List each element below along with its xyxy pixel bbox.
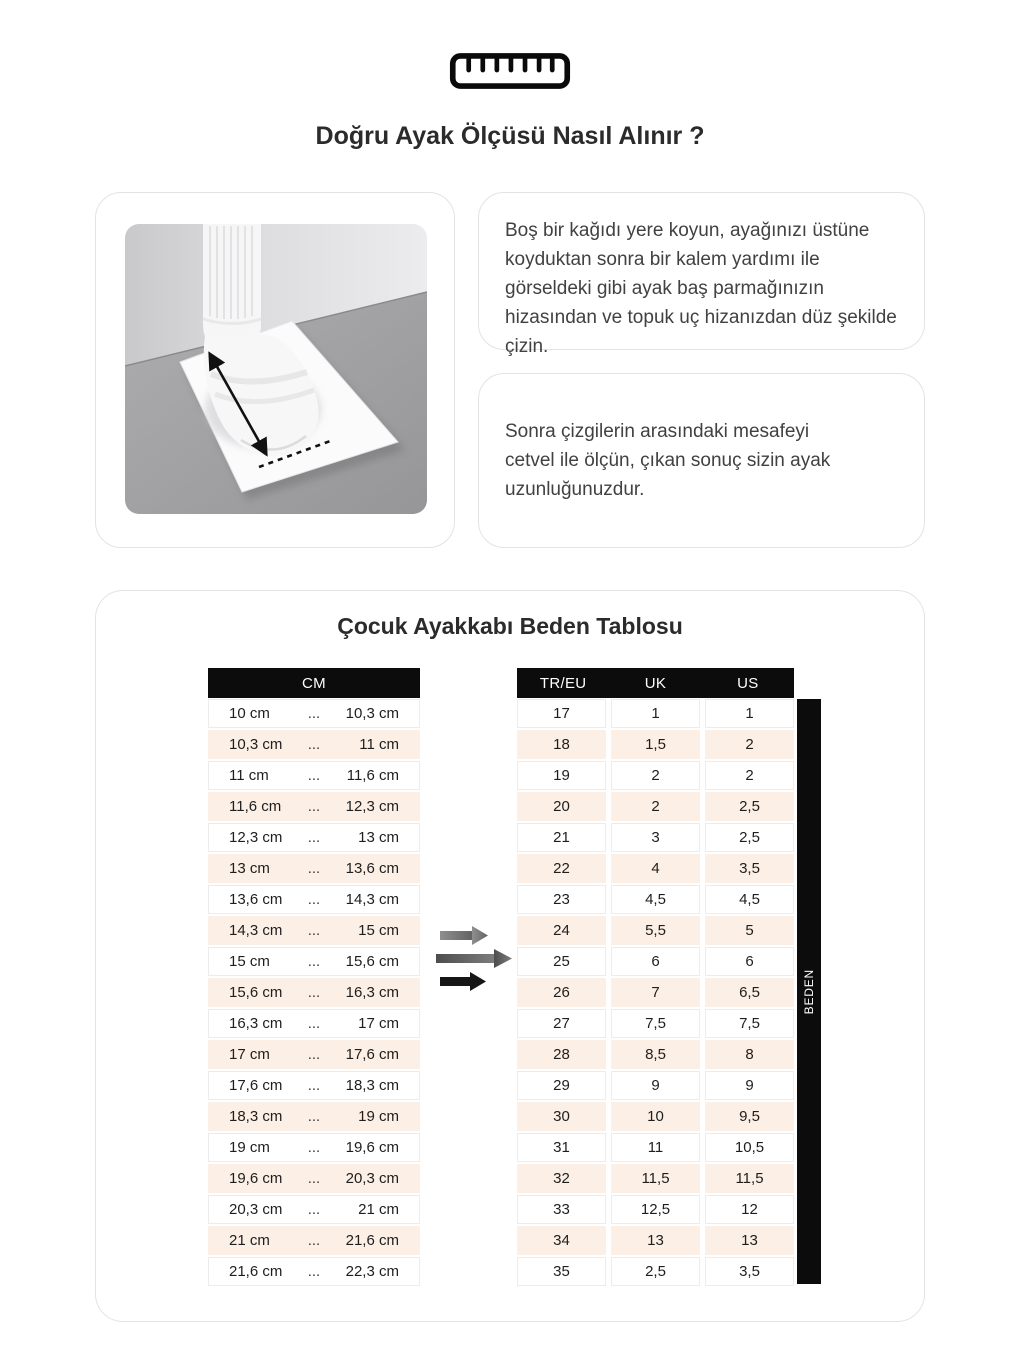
uk-value: 10: [611, 1102, 700, 1131]
instruction-step2-text: Sonra çizgilerin arasındaki mesafeyi cetvel ile ölçün, çıkan sonuç sizin ayak uzunluğunuzdur.: [505, 421, 831, 500]
range-dots: ...: [307, 984, 321, 1001]
cm-to-value: 10,3 cm: [345, 705, 399, 722]
range-dots: ...: [307, 1077, 321, 1094]
size-table-row: [517, 792, 794, 821]
cm-table-row: [208, 792, 420, 821]
cm-to-value: 13 cm: [358, 829, 399, 846]
size-table-row: [517, 1257, 794, 1286]
range-dots: ...: [307, 1201, 321, 1218]
cm-table-row: [208, 761, 420, 790]
uk-value: 2,5: [611, 1257, 700, 1286]
range-dots: ...: [307, 1108, 321, 1125]
range-dots: ...: [307, 1139, 321, 1156]
size-table-row: [517, 885, 794, 914]
us-value: 5: [705, 916, 794, 945]
us-value: 4,5: [705, 885, 794, 914]
cm-to-value: 21 cm: [358, 1201, 399, 1218]
size-table-row: [517, 1071, 794, 1100]
cm-to-value: 17,6 cm: [345, 1046, 399, 1063]
cm-to-value: 13,6 cm: [345, 860, 399, 877]
size-table-row: [517, 1009, 794, 1038]
cm-from-value: 19,6 cm: [229, 1170, 283, 1187]
size-table-row: [517, 978, 794, 1007]
beden-side-bar: [797, 699, 821, 1284]
us-value: 9,5: [705, 1102, 794, 1131]
us-value: 2: [705, 730, 794, 759]
cm-from-value: 21 cm: [229, 1232, 270, 1249]
uk-value: 6: [611, 947, 700, 976]
tr-eu-value: 28: [517, 1040, 606, 1069]
cm-from-value: 21,6 cm: [229, 1263, 283, 1280]
range-dots: ...: [307, 891, 321, 908]
us-value: 2,5: [705, 823, 794, 852]
cm-table-row: [208, 1133, 420, 1162]
uk-value: 2: [611, 761, 700, 790]
header-uk: UK: [644, 674, 667, 692]
uk-value: 7,5: [611, 1009, 700, 1038]
tr-eu-value: 22: [517, 854, 606, 883]
us-value: 9: [705, 1071, 794, 1100]
us-value: 10,5: [705, 1133, 794, 1162]
us-value: 6: [705, 947, 794, 976]
cm-table-row: [208, 916, 420, 945]
size-table-row: [517, 1040, 794, 1069]
us-value: 11,5: [705, 1164, 794, 1193]
uk-value: 1: [611, 699, 700, 728]
ruler-icon: [0, 52, 1020, 90]
cm-to-value: 11 cm: [359, 736, 399, 753]
cm-to-value: 18,3 cm: [345, 1077, 399, 1094]
uk-value: 2: [611, 792, 700, 821]
cm-table-row: [208, 854, 420, 883]
uk-value: 11: [611, 1133, 700, 1162]
range-dots: ...: [307, 1232, 321, 1249]
cm-table-row: [208, 699, 420, 728]
range-dots: ...: [307, 860, 321, 877]
measure-photo-card: [95, 192, 455, 548]
us-value: 6,5: [705, 978, 794, 1007]
cm-from-value: 15,6 cm: [229, 984, 283, 1001]
range-dots: ...: [307, 767, 321, 784]
uk-value: 7: [611, 978, 700, 1007]
tr-eu-value: 26: [517, 978, 606, 1007]
us-value: 3,5: [705, 854, 794, 883]
tr-eu-value: 29: [517, 1071, 606, 1100]
tr-eu-value: 31: [517, 1133, 606, 1162]
header-us: US: [737, 674, 759, 692]
tr-eu-value: 33: [517, 1195, 606, 1224]
tr-eu-value: 20: [517, 792, 606, 821]
cm-to-value: 20,3 cm: [345, 1170, 399, 1187]
cm-to-value: 12,3 cm: [345, 798, 399, 815]
uk-value: 12,5: [611, 1195, 700, 1224]
range-dots: ...: [307, 736, 321, 753]
instruction-step1-box: [478, 192, 925, 357]
size-table-row: [517, 699, 794, 728]
cm-table-row: [208, 730, 420, 759]
size-table-row: [517, 1133, 794, 1162]
size-table-row: [517, 761, 794, 790]
cm-to-value: 19 cm: [358, 1108, 399, 1125]
cm-table-header: CM: [208, 668, 420, 698]
cm-table-row: [208, 1009, 420, 1038]
size-table-row: [517, 1102, 794, 1131]
range-dots: ...: [307, 1015, 321, 1032]
range-dots: ...: [307, 1263, 321, 1280]
cm-table-row: [208, 1040, 420, 1069]
tr-eu-value: 34: [517, 1226, 606, 1255]
range-dots: ...: [307, 922, 321, 939]
tr-eu-value: 21: [517, 823, 606, 852]
range-dots: ...: [307, 705, 321, 722]
tr-eu-value: 18: [517, 730, 606, 759]
tr-eu-value: 32: [517, 1164, 606, 1193]
us-value: 2,5: [705, 792, 794, 821]
cm-table-row: [208, 1102, 420, 1131]
beden-label: BEDEN: [802, 968, 816, 1015]
cm-table-row: [208, 823, 420, 852]
cm-from-value: 10,3 cm: [229, 736, 283, 753]
foot-measurement-photo: [125, 224, 427, 514]
size-table-row: [517, 854, 794, 883]
tr-eu-value: 19: [517, 761, 606, 790]
page-title: Doğru Ayak Ölçüsü Nasıl Alınır ?: [315, 122, 705, 150]
us-value: 13: [705, 1226, 794, 1255]
us-value: 12: [705, 1195, 794, 1224]
cm-from-value: 11 cm: [229, 767, 269, 784]
cm-table-row: [208, 1071, 420, 1100]
cm-from-value: 15 cm: [229, 953, 270, 970]
cm-from-value: 14,3 cm: [229, 922, 283, 939]
cm-from-value: 17 cm: [229, 1046, 270, 1063]
cm-to-value: 21,6 cm: [345, 1232, 399, 1249]
size-table-row: [517, 916, 794, 945]
cm-from-value: 20,3 cm: [229, 1201, 283, 1218]
range-dots: ...: [307, 1046, 321, 1063]
uk-value: 11,5: [611, 1164, 700, 1193]
size-table-row: [517, 1164, 794, 1193]
size-table-card: [95, 590, 925, 1322]
cm-table-row: [208, 1195, 420, 1224]
cm-to-value: 16,3 cm: [345, 984, 399, 1001]
tr-eu-value: 24: [517, 916, 606, 945]
cm-to-value: 22,3 cm: [345, 1263, 399, 1280]
uk-value: 9: [611, 1071, 700, 1100]
cm-table-row: [208, 947, 420, 976]
cm-from-value: 17,6 cm: [229, 1077, 283, 1094]
instruction-step1-text: Boş bir kağıdı yere koyun, ayağınızı üstüne koyduktan sonra bir kalem yardımı ile görseldeki gibi ayak baş parmağınızın hizasından ve topuk uç hizanızdan düz şekilde çizin.: [505, 220, 897, 357]
header-tr-eu: TR/EU: [539, 674, 587, 692]
cm-from-value: 16,3 cm: [229, 1015, 283, 1032]
cm-from-value: 10 cm: [229, 705, 270, 722]
tr-eu-value: 25: [517, 947, 606, 976]
cm-from-value: 12,3 cm: [229, 829, 283, 846]
cm-to-value: 15 cm: [358, 922, 399, 939]
size-table-row: [517, 947, 794, 976]
instruction-step2-box: [478, 373, 925, 548]
cm-table-row: [208, 1164, 420, 1193]
cm-table-row: [208, 885, 420, 914]
uk-value: 1,5: [611, 730, 700, 759]
cm-table-row: [208, 1226, 420, 1255]
uk-value: 4: [611, 854, 700, 883]
tr-eu-value: 27: [517, 1009, 606, 1038]
cm-table-body: [208, 699, 420, 1286]
tr-eu-value: 23: [517, 885, 606, 914]
cm-to-value: 15,6 cm: [345, 953, 399, 970]
tr-eu-value: 35: [517, 1257, 606, 1286]
cm-table: [208, 668, 420, 1288]
size-table-row: [517, 1195, 794, 1224]
cm-to-value: 17 cm: [358, 1015, 399, 1032]
range-dots: ...: [307, 1170, 321, 1187]
cm-to-value: 11,6 cm: [346, 767, 399, 784]
size-table-body: [517, 699, 794, 1286]
us-value: 1: [705, 699, 794, 728]
uk-value: 5,5: [611, 916, 700, 945]
range-dots: ...: [307, 798, 321, 815]
us-value: 2: [705, 761, 794, 790]
cm-from-value: 11,6 cm: [229, 798, 282, 815]
triple-arrow-right-icon: [434, 923, 514, 998]
size-table-row: [517, 730, 794, 759]
uk-value: 8,5: [611, 1040, 700, 1069]
size-section-title: Çocuk Ayakkabı Beden Tablosu: [337, 613, 683, 639]
cm-from-value: 13 cm: [229, 860, 270, 877]
cm-from-value: 13,6 cm: [229, 891, 283, 908]
uk-value: 4,5: [611, 885, 700, 914]
us-value: 3,5: [705, 1257, 794, 1286]
us-value: 8: [705, 1040, 794, 1069]
tr-eu-value: 30: [517, 1102, 606, 1131]
size-table-header: [517, 668, 794, 698]
cm-to-value: 19,6 cm: [345, 1139, 399, 1156]
size-table-row: [517, 823, 794, 852]
range-dots: ...: [307, 953, 321, 970]
cm-from-value: 19 cm: [229, 1139, 270, 1156]
uk-value: 13: [611, 1226, 700, 1255]
cm-to-value: 14,3 cm: [345, 891, 399, 908]
cm-table-row: [208, 1257, 420, 1286]
tr-eu-value: 17: [517, 699, 606, 728]
cm-from-value: 18,3 cm: [229, 1108, 283, 1125]
range-dots: ...: [307, 829, 321, 846]
size-table: [517, 668, 794, 1288]
us-value: 7,5: [705, 1009, 794, 1038]
cm-table-row: [208, 978, 420, 1007]
size-table-row: [517, 1226, 794, 1255]
uk-value: 3: [611, 823, 700, 852]
